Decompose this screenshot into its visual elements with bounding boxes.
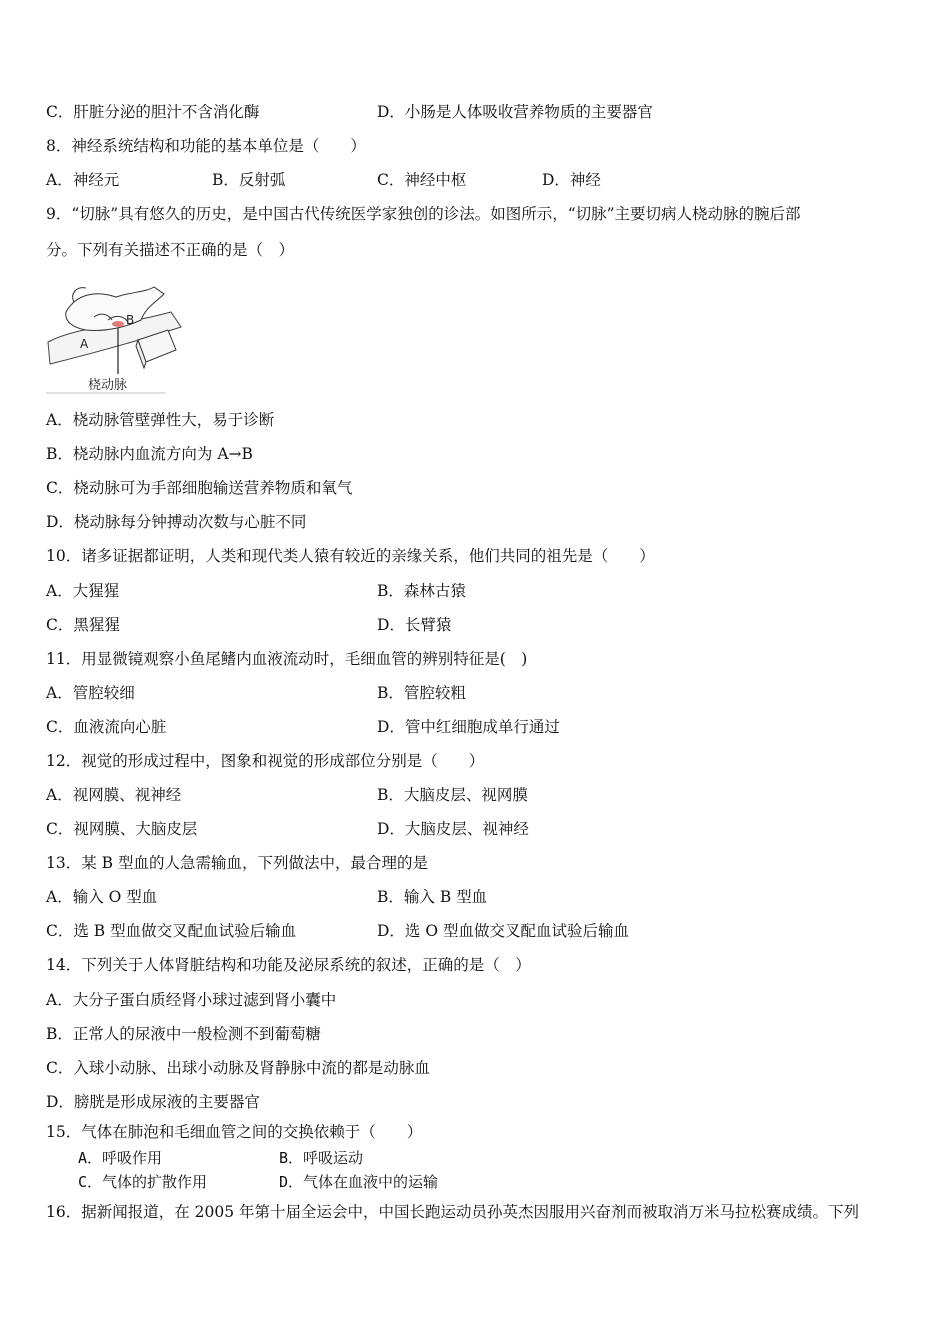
q9-option-b: B．桡动脉内血流方向为 A→B (46, 445, 253, 463)
q8-option-a: A．神经元 (46, 171, 120, 189)
q13-stem: 13．某 B 型血的人急需输血，下列做法中，最合理的是 (46, 854, 428, 872)
label-b: B (126, 313, 135, 327)
q8-option-d: D．神经 (542, 171, 601, 189)
q10-option-d: D．长臂猿 (377, 616, 452, 634)
q15-option-a: A．呼吸作用 (78, 1149, 163, 1167)
q12-option-c: C．视网膜、大脑皮层 (46, 820, 198, 838)
q12-option-a: A．视网膜、视神经 (46, 786, 182, 804)
q14-stem: 14．下列关于人体肾脏结构和功能及泌尿系统的叙述，正确的是（ ） (46, 956, 531, 974)
q9-option-d: D．桡动脉每分钟搏动次数与心脏不同 (46, 513, 307, 531)
q8-option-c: C．神经中枢 (377, 171, 467, 189)
q15-option-d: D．气体在血液中的运输 (279, 1173, 439, 1191)
q14-option-c: C．入球小动脉、出球小动脉及肾静脉中流的都是动脉血 (46, 1059, 430, 1077)
q11-option-a: A．管腔较细 (46, 684, 135, 702)
q8-stem: 8．神经系统结构和功能的基本单位是（ ） (46, 137, 366, 155)
q9-stem-line1: 9．“切脉”具有悠久的历史，是中国古代传统医学家独创的诊法。如图所示，“切脉”主要切病人桡动脉的腕后部 (46, 205, 801, 223)
q14-option-b: B．正常人的尿液中一般检测不到葡萄糖 (46, 1025, 321, 1043)
q14-option-a: A．大分子蛋白质经肾小球过滤到肾小囊中 (46, 991, 337, 1009)
q9-option-a: A．桡动脉管壁弹性大，易于诊断 (46, 411, 275, 429)
q10-option-a: A．大猩猩 (46, 582, 120, 600)
q15-option-b: B．呼吸运动 (279, 1149, 364, 1167)
q12-stem: 12．视觉的形成过程中，图象和视觉的形成部位分别是（ ） (46, 752, 485, 770)
q13-option-a: A．输入 O 型血 (46, 888, 158, 906)
q8-option-b: B．反射弧 (212, 171, 286, 189)
q11-option-d: D．管中红细胞成单行通过 (377, 718, 560, 736)
q14-option-d: D．膀胱是形成尿液的主要器官 (46, 1093, 260, 1111)
q12-option-b: B．大脑皮层、视网膜 (377, 786, 528, 804)
q13-option-d: D．选 O 型血做交叉配血试验后输血 (377, 922, 629, 940)
q7-option-d: D．小肠是人体吸收营养物质的主要器官 (377, 103, 653, 121)
q13-option-c: C．选 B 型血做交叉配血试验后输血 (46, 922, 297, 940)
q16-stem: 16．据新闻报道，在 2005 年第十届全运会中，中国长跑运动员孙英杰因服用兴奋剂而被取消万米马拉松赛成绩。下列 (46, 1203, 860, 1221)
q11-option-b: B．管腔较粗 (377, 684, 466, 702)
pulse-point (112, 321, 124, 327)
label-a: A (80, 337, 89, 351)
q11-stem: 11．用显微镜观察小鱼尾鳍内血液流动时，毛细血管的辨别特征是( ) (46, 650, 528, 668)
q9-stem-line2: 分。下列有关描述不正确的是（ ） (46, 241, 295, 259)
q9-option-c: C．桡动脉可为手部细胞输送营养物质和氧气 (46, 479, 353, 497)
radial-artery-figure (46, 272, 186, 397)
q7-option-c: C．肝脏分泌的胆汁不含消化酶 (46, 103, 260, 121)
q15-option-c: C．气体的扩散作用 (78, 1173, 208, 1191)
q13-option-b: B．输入 B 型血 (377, 888, 488, 906)
q10-option-c: C．黑猩猩 (46, 616, 120, 634)
q10-option-b: B．森林古猿 (377, 582, 466, 600)
q11-option-c: C．血液流向心脏 (46, 718, 167, 736)
wrist-pulse-illustration (46, 272, 186, 397)
q12-option-d: D．大脑皮层、视神经 (377, 820, 529, 838)
figure-caption: 桡动脉 (88, 378, 128, 393)
q10-stem: 10．诸多证据都证明，人类和现代类人猿有较近的亲缘关系，他们共同的祖先是（ ） (46, 547, 655, 565)
q15-stem: 15．气体在肺泡和毛细血管之间的交换依赖于（ ） (46, 1123, 423, 1141)
